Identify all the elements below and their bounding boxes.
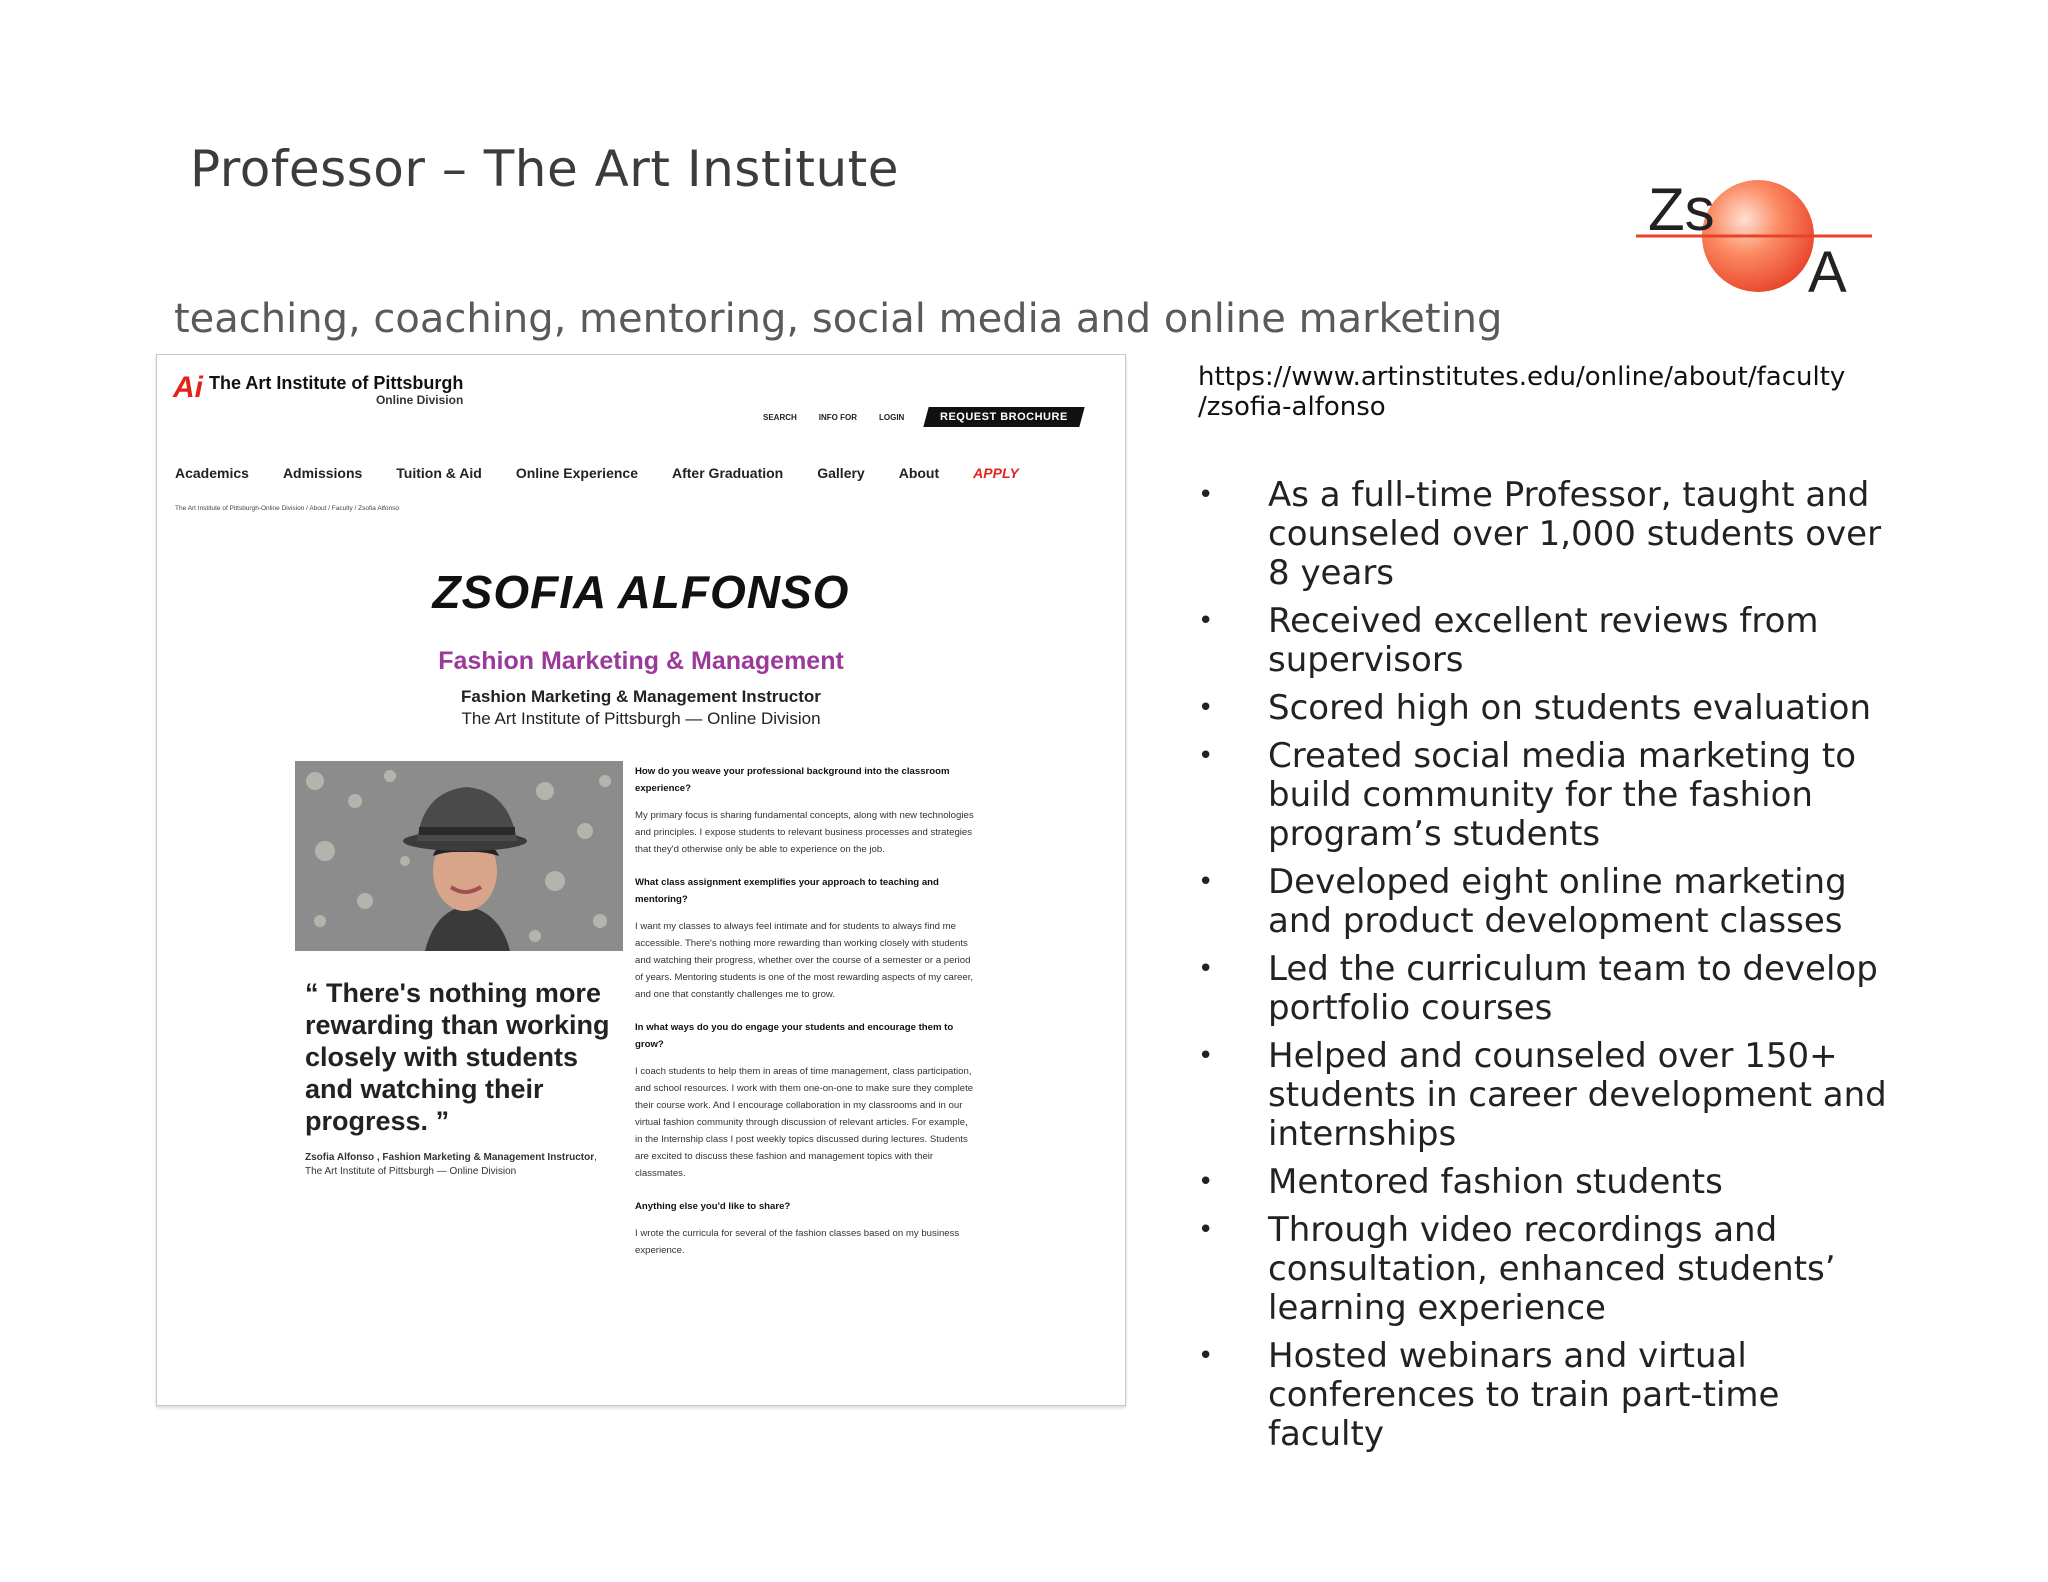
attribution-name: Zsofia Alfonso , Fashion Marketing & Management Instructor <box>305 1152 595 1163</box>
bullet-glyph: • <box>1198 1167 1214 1197</box>
nav-online-experience[interactable]: Online Experience <box>515 465 638 481</box>
info-for-link[interactable]: INFO FOR <box>818 412 857 422</box>
question: How do you weave your professional background into the classroom experience? <box>635 766 950 794</box>
list-item <box>1198 689 1898 728</box>
bullet-glyph: • <box>1198 1215 1214 1245</box>
program-title: Fashion Marketing & Management <box>438 647 844 675</box>
nav-academics[interactable]: Academics <box>175 465 249 481</box>
search-link[interactable]: SEARCH <box>763 412 797 422</box>
breadcrumb[interactable]: The Art Institute of Pittsburgh-Online Division / About / Faculty / Zsofia Alfonso <box>175 505 399 512</box>
professor-name: ZSOFIA ALFONSO <box>432 566 850 618</box>
question: Anything else you'd like to share? <box>635 1201 791 1212</box>
pull-quote <box>305 977 625 1137</box>
main-nav <box>175 465 1019 481</box>
question: In what ways do you do engage your students and encourage them to grow? <box>635 1022 954 1050</box>
faculty-url[interactable] <box>1198 362 1878 422</box>
login-link[interactable]: LOGIN <box>879 412 905 422</box>
ai-mark: Ai <box>173 371 203 404</box>
faculty-page-screenshot <box>156 354 1126 1406</box>
slide-subtitle: teaching, coaching, mentoring, social media and online marketing <box>174 296 1503 342</box>
list-item <box>1198 863 1898 941</box>
url-line-1: https://www.artinstitutes.edu/online/about/faculty <box>1198 362 1846 392</box>
nav-gallery[interactable]: Gallery <box>817 465 865 481</box>
professor-photo <box>295 761 623 951</box>
bullet-text: Hosted webinars and virtual conferences to train part-time faculty <box>1268 1336 1780 1454</box>
bullet-text: Mentored fashion students <box>1268 1162 1723 1202</box>
answer: I want my classes to always feel intimate and for students to always find me accessible. There's nothing more rewarding than working closely with students and watching their progress, whether over the course of a semester or a period of years. Mentoring students is one of the most rewarding aspects of my career, and one that constantly challenges me to grow. <box>635 921 974 1000</box>
answer: I coach students to help them in areas of time management, class participation, and school resources. I work with them one-on-one to make sure they complete their course work. And I encourage collaboration in my classrooms and in our virtual fashion community through discussion of relevant articles. For example, in the Internship class I post weekly topics discussed during lectures. Students are excited to discuss these fashion and management topics with their classmates. <box>635 1066 974 1179</box>
bullet-text: Created social media marketing to build community for the fashion program’s students <box>1268 736 1856 854</box>
nav-admissions[interactable]: Admissions <box>282 465 363 481</box>
list-item <box>1198 1337 1898 1454</box>
list-item <box>1198 476 1898 593</box>
nav-tuition-aid[interactable]: Tuition & Aid <box>396 465 482 481</box>
list-item <box>1198 1037 1898 1154</box>
question: What class assignment exemplifies your approach to teaching and mentoring? <box>635 877 939 905</box>
bullet-text: Developed eight online marketing and product development classes <box>1268 862 1847 941</box>
bullet-text: Scored high on students evaluation <box>1268 688 1872 728</box>
logo-text-bottom: A <box>1808 240 1847 300</box>
quote-close-mark: ” <box>435 1106 450 1136</box>
bullet-glyph: • <box>1198 954 1214 984</box>
bullet-glyph: • <box>1198 867 1214 897</box>
bullet-glyph: • <box>1198 741 1214 771</box>
nav-apply[interactable]: APPLY <box>973 465 1019 481</box>
school-name: The Art Institute of Pittsburgh — Online Division <box>461 709 821 728</box>
slide-title: Professor – The Art Institute <box>190 140 900 198</box>
bullet-text: Through video recordings and consultation, enhanced students’ learning experience <box>1268 1210 1836 1328</box>
nav-after-graduation[interactable]: After Graduation <box>672 465 784 481</box>
list-item <box>1198 1163 1898 1202</box>
list-item <box>1198 950 1898 1028</box>
interview-qa <box>635 763 975 1275</box>
attribution-school: , The Art Institute of Pittsburgh — Online Division <box>305 1152 597 1177</box>
bullet-glyph: • <box>1198 480 1214 510</box>
zsa-logo <box>1636 170 1872 300</box>
quote-text: There's nothing more rewarding than working closely with students and watching their progress. <box>305 978 610 1136</box>
list-item <box>1198 1211 1898 1328</box>
quote-attribution <box>305 1151 605 1179</box>
bullet-text: Led the curriculum team to develop portfolio courses <box>1268 949 1878 1028</box>
brand-division: Online Division <box>375 393 464 407</box>
utility-links <box>763 407 1082 427</box>
bullet-glyph: • <box>1198 606 1214 636</box>
brand-name: The Art Institute of Pittsburgh <box>209 373 464 393</box>
bullet-text: As a full-time Professor, taught and counseled over 1,000 students over 8 years <box>1268 475 1882 593</box>
bullet-text: Received excellent reviews from supervisors <box>1268 601 1819 680</box>
accomplishments-list <box>1198 476 1898 1463</box>
answer: I wrote the curricula for several of the fashion classes based on my business experience. <box>635 1228 960 1256</box>
url-line-2: /zsofia-alfonso <box>1198 392 1386 422</box>
list-item <box>1198 602 1898 680</box>
answer: My primary focus is sharing fundamental concepts, along with new technologies and principles. I expose students to relevant business processes and strategies that they'd otherwise only be able to experience on the job. <box>635 810 974 855</box>
bullet-glyph: • <box>1198 1341 1214 1371</box>
bullet-glyph: • <box>1198 693 1214 723</box>
instructor-title: Fashion Marketing & Management Instructor <box>461 687 821 706</box>
quote-open-mark: “ <box>305 978 319 1008</box>
logo-text-top: Zs <box>1648 176 1715 243</box>
bullet-glyph: • <box>1198 1041 1214 1071</box>
list-item <box>1198 737 1898 854</box>
nav-about[interactable]: About <box>898 465 940 481</box>
art-institute-logo[interactable] <box>173 373 463 407</box>
bullet-text: Helped and counseled over 150+ students in career development and internships <box>1268 1036 1887 1154</box>
request-brochure-button[interactable]: REQUEST BROCHURE <box>924 407 1085 427</box>
